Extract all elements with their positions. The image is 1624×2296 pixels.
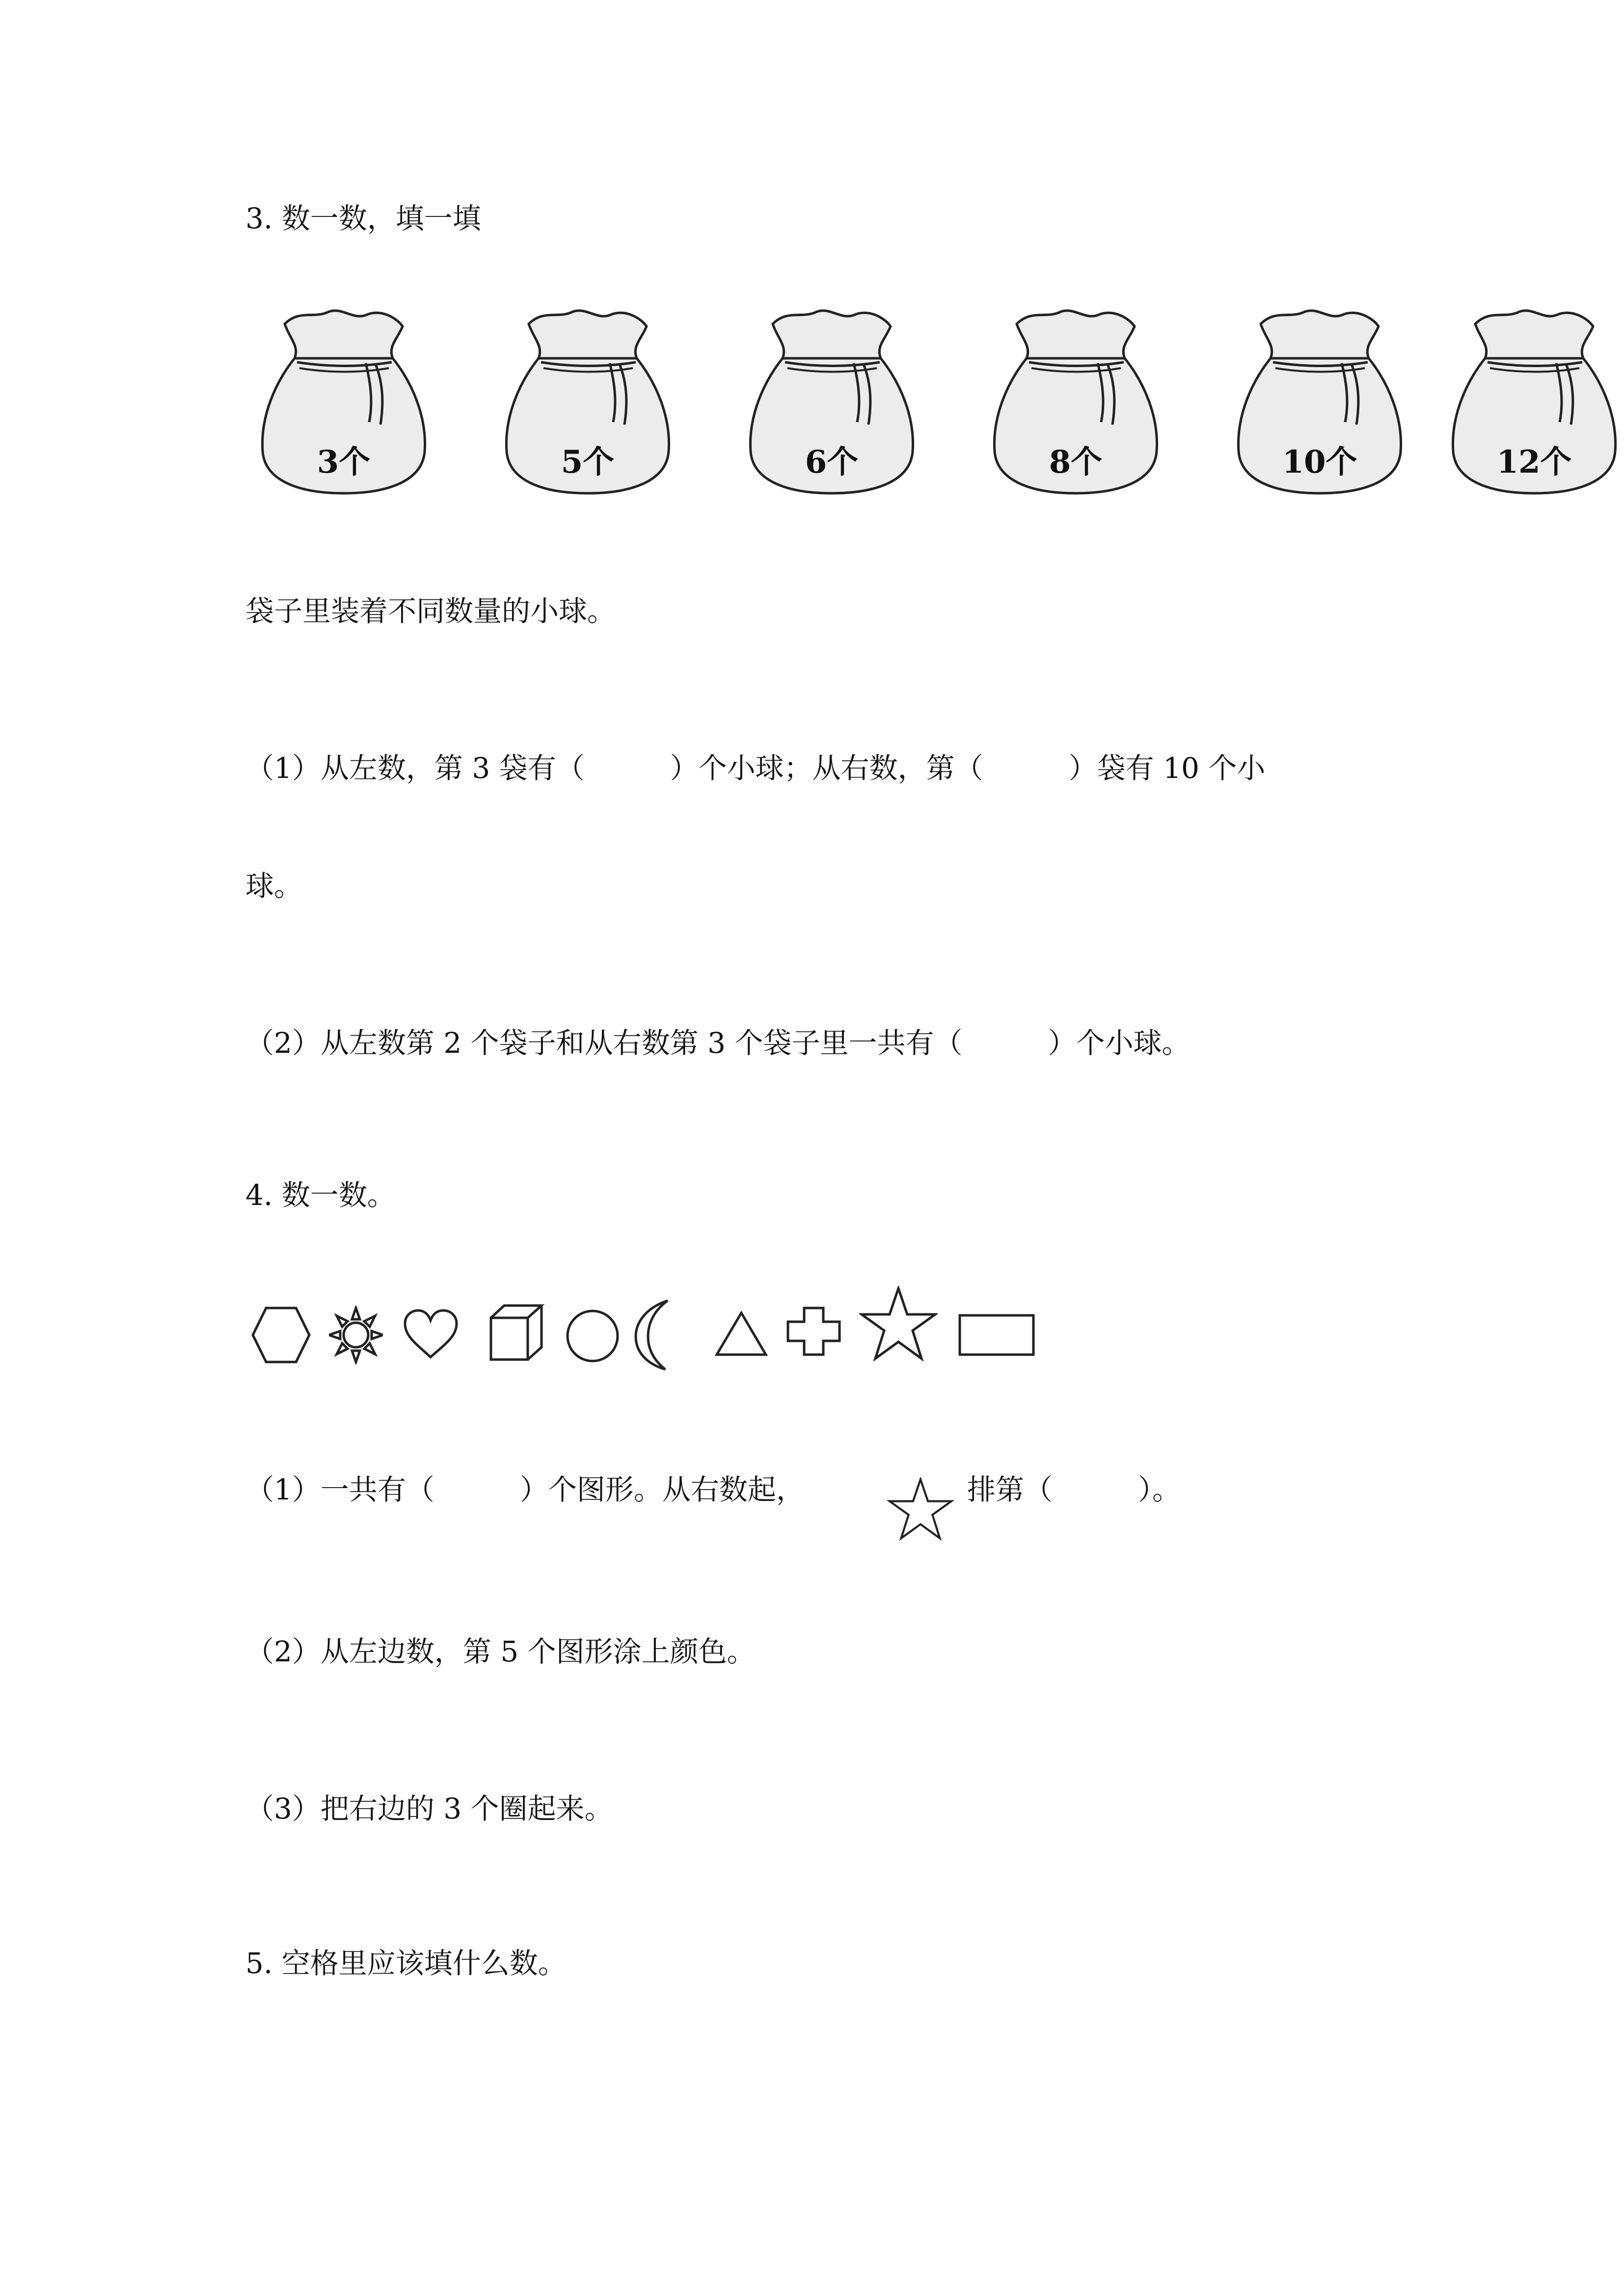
bag-5 [1231,304,1408,510]
shape-row [245,1276,1080,1394]
triangle-icon [714,1310,768,1357]
bag-count-label: 6个 [805,444,859,481]
q3-title: 3. 数一数，填一填 [245,202,481,235]
rectangle-icon [957,1313,1036,1357]
q5-title: 5. 空格里应该填什么数。 [245,1947,567,1980]
star-icon [859,1286,938,1362]
circle-icon [565,1308,621,1364]
q4-title: 4. 数一数。 [245,1178,396,1212]
q3-sub1-line2: 球。 [245,869,303,903]
cross-icon [785,1306,842,1357]
crescent-moon-icon [633,1298,673,1372]
heart-icon [403,1308,459,1362]
bag-2 [499,304,676,510]
bag-count-label: 10个 [1282,444,1357,481]
q4-sub2: （2）从左边数，第 5 个图形涂上颜色。 [245,1635,756,1668]
q3-sub2: （2）从左数第 2 个袋子和从右数第 3 个袋子里一共有（ ）个小球。 [245,1026,1191,1060]
star-icon [884,1477,957,1541]
q4-sub1-after: 排第（ ）。 [967,1473,1181,1506]
cube-icon [488,1303,545,1362]
hexagon-icon [250,1306,312,1364]
q3-description: 袋子里装着不同数量的小球。 [245,594,616,628]
bag-3 [743,304,920,510]
bag-4 [987,304,1164,510]
bag-row [255,304,1624,510]
bag-1 [255,304,432,510]
q4-sub3: （3）把右边的 3 个圈起来。 [245,1792,613,1825]
bag-count-label: 5个 [561,444,615,481]
bag-count-label: 3个 [317,444,371,481]
sun-icon [329,1306,383,1364]
bag-count-label: 8个 [1049,444,1103,481]
q4-sub1-before: （1）一共有（ ）个图形。从右数起， [245,1473,805,1506]
bag-count-label: 12个 [1496,444,1572,481]
bag-6 [1446,304,1624,510]
q3-sub1-line1: （1）从左数，第 3 袋有（ ）个小球；从右数，第（ ）袋有 10 个小 [245,751,1266,785]
